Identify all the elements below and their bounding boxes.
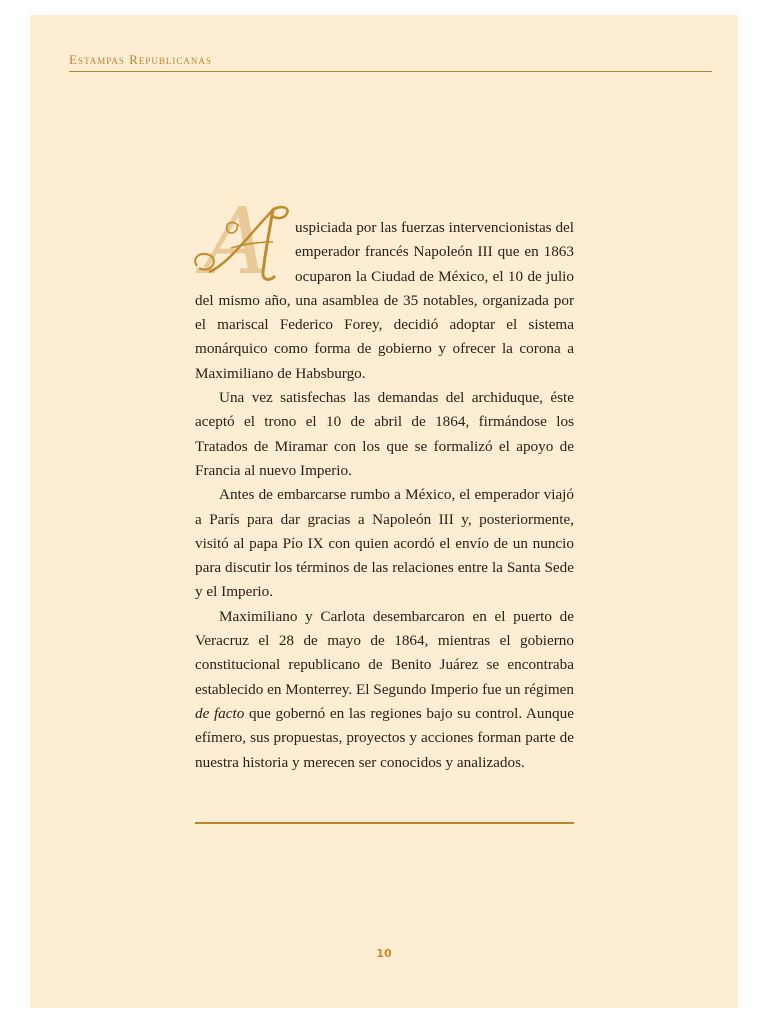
paragraph-4-start: Maximiliano y Carlota desembarcaron en el puerto de Veracruz el 28 de mayo de 1864, mientras el gobierno constitucional republicano de Benito Juárez se encontraba establecido en Monterrey. El Segundo Imperio fue un régimen [195,607,575,698]
drop-cap [189,188,289,295]
paragraph-4-end: que gobernó en las regiones bajo su control. Aunque efímero, sus propuestas, proyectos y acciones forman parte de nuestra historia y merecen ser conocidos y analizados. [195,704,574,771]
paragraph-1 [195,188,574,386]
paragraph-4 [195,605,574,775]
page-number: 10 [376,947,392,960]
page [30,15,738,1008]
closing-rule [195,822,574,824]
drop-cap-letter: A [203,188,270,295]
paragraph-3: Antes de embarcarse rumbo a México, el emperador viajó a París para dar gracias a Napoleón III y, posteriormente, visitó al papa Pío IX con quien acordó el envío de un nuncio para discutir los términos de las relaciones entre la Santa Sede y el Imperio. [195,486,574,601]
paragraph-4-italic: de facto [195,704,245,722]
paragraph-2: Una vez satisfechas las demandas del archiduque, éste aceptó el trono el 10 de abril de 1864, firmándose los Tratados de Miramar con los que se formalizó el apoyo de Francia al nuevo Imperio. [195,389,574,479]
running-head: Estampas Republicanas [69,52,212,67]
body-text [195,188,575,775]
paragraph-1-text: uspiciada por las fuerzas intervencionistas del emperador francés Napoleón III que en 1863 ocuparon la Ciudad de México, el 10 de julio del mismo año, una asamblea de 35 notables, organizada por el mariscal Federico Forey, decidió adoptar el sistema monárquico como forma de gobierno y ofrecer la corona a Maximiliano de Habsburgo. [195,219,574,382]
header-rule [69,71,712,72]
